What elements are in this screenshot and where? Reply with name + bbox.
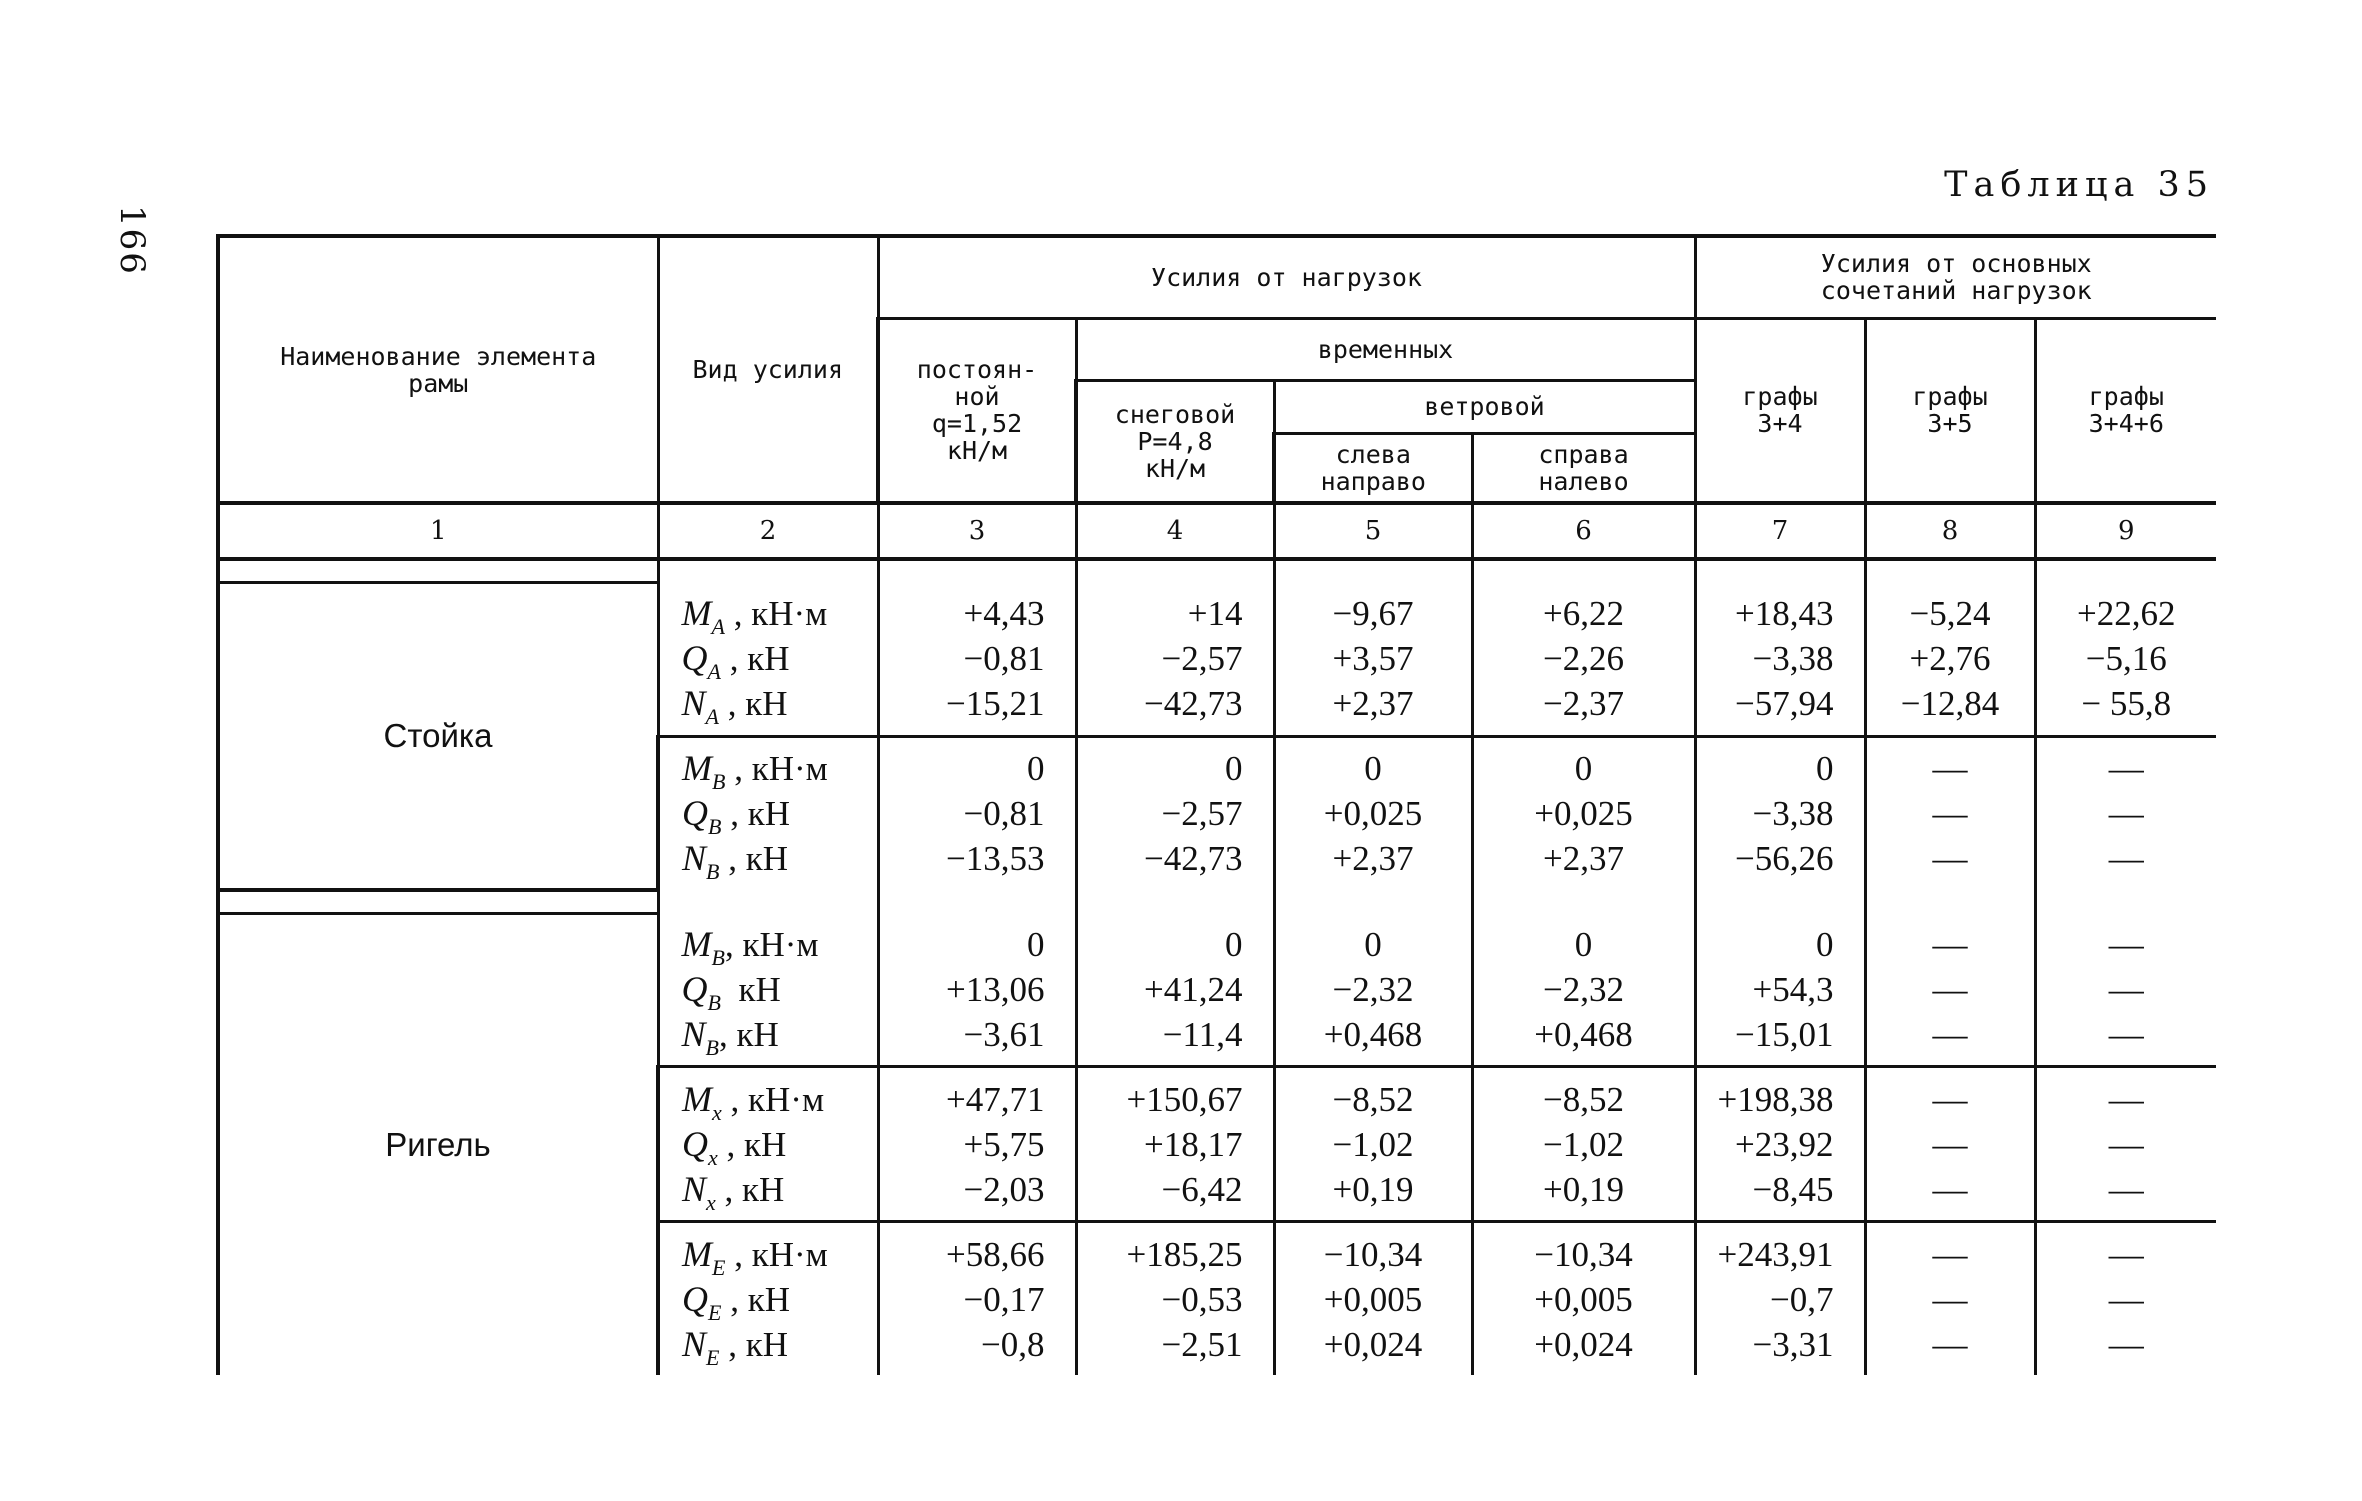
force-label (681, 636, 790, 684)
force-subscript: x (706, 1189, 716, 1215)
force-label (682, 836, 788, 884)
force-value: +0,005 (1534, 1279, 1633, 1319)
value-cell-col-8 (1865, 913, 2035, 1067)
force-value: −11,4 (1162, 1014, 1243, 1054)
group-separator (218, 559, 2216, 583)
table-title: Таблица 35 (1944, 165, 2214, 205)
force-symbol: N (682, 838, 707, 878)
force-symbol: M (682, 1078, 712, 1119)
force-value: −57,94 (1735, 684, 1834, 723)
force-value: 0 (1225, 749, 1243, 788)
force-label (682, 1277, 790, 1325)
force-label (682, 1077, 825, 1125)
value-cell-col-3 (878, 1067, 1076, 1222)
force-label (682, 1167, 785, 1215)
force-value: −8,52 (1332, 1079, 1414, 1119)
header-permanent-load: постоян-ной q=1,52 кН/м (878, 318, 1076, 503)
header-wind-load: ветровой (1274, 380, 1695, 433)
force-value: 0 (1364, 924, 1382, 964)
force-value: −3,38 (1752, 794, 1834, 833)
force-unit: , кН·м (725, 749, 828, 788)
force-label (682, 1122, 787, 1170)
force-value: −0,7 (1770, 1279, 1834, 1319)
force-symbol: M (681, 923, 712, 964)
page-number: 166 (112, 205, 152, 276)
header-wind-left-to-right: слева направо (1274, 433, 1472, 503)
empty-dash: — (1932, 969, 1968, 1009)
force-value: −42,73 (1144, 839, 1243, 878)
force-value: −2,57 (1161, 794, 1243, 833)
force-label (682, 791, 790, 839)
column-number: 9 (2035, 503, 2216, 559)
force-value: +13,06 (946, 969, 1045, 1009)
value-cell-col-6 (1472, 1222, 1695, 1376)
empty-dash: — (2108, 1014, 2144, 1054)
force-symbol: N (682, 1168, 707, 1209)
table-header (218, 236, 2216, 559)
force-value: +150,67 (1126, 1079, 1243, 1119)
force-unit: , кН (719, 1324, 788, 1364)
force-value: 0 (1816, 749, 1834, 788)
force-label (681, 681, 788, 729)
force-subscript: B (708, 814, 722, 839)
force-value: −2,32 (1543, 969, 1624, 1009)
force-value: +185,25 (1126, 1234, 1243, 1274)
empty-dash: — (1932, 749, 1968, 788)
force-value: −8,45 (1752, 1169, 1834, 1209)
value-cell-col-7 (1695, 1067, 1865, 1222)
force-value: −0,8 (981, 1324, 1045, 1364)
value-cell-col-4 (1076, 1067, 1274, 1222)
force-value: +41,24 (1144, 969, 1243, 1009)
value-cell-col-3 (878, 736, 1076, 890)
force-symbol: N (681, 1013, 706, 1054)
force-value: +18,17 (1144, 1124, 1243, 1164)
header-force-type: Вид усилия (658, 236, 878, 503)
force-block-row (218, 913, 2216, 1067)
empty-dash: — (2108, 1169, 2144, 1209)
force-value: 0 (1816, 924, 1834, 964)
force-value: −15,01 (1735, 1014, 1834, 1054)
force-subscript: A (707, 659, 721, 684)
force-labels-cell (658, 1222, 878, 1376)
value-cell-col-9 (2035, 583, 2216, 737)
header-snow-load: снеговой P=4,8 кН/м (1076, 380, 1274, 503)
force-subscript: A (711, 614, 725, 639)
column-number: 1 (218, 503, 658, 559)
force-subscript: B (706, 859, 720, 884)
value-cell-col-4 (1076, 913, 1274, 1067)
force-value: +0,005 (1323, 1279, 1423, 1319)
force-value: +4,43 (963, 594, 1045, 633)
force-label (681, 591, 828, 639)
value-cell-col-7 (1695, 1222, 1865, 1376)
header-from-combos: Усилия от основных сочетаний нагрузок (1695, 236, 2216, 318)
force-value: +0,025 (1534, 794, 1633, 833)
force-value: −5,16 (2085, 639, 2167, 678)
force-symbol: M (682, 1233, 712, 1274)
force-unit: , кН (719, 839, 788, 878)
table-body (218, 559, 2216, 1375)
force-unit: , кН (720, 639, 790, 678)
value-cell-col-8 (1865, 1222, 2035, 1376)
force-labels-cell (658, 736, 878, 890)
force-value: +0,19 (1543, 1169, 1624, 1209)
force-value: −3,31 (1752, 1324, 1834, 1364)
force-value: +198,38 (1717, 1079, 1834, 1119)
empty-dash: — (2108, 969, 2144, 1009)
force-value: +2,37 (1332, 839, 1414, 878)
force-labels-cell (658, 583, 878, 737)
value-cell-col-4 (1076, 583, 1274, 737)
value-cell-col-9 (2035, 1222, 2216, 1376)
force-value: −2,03 (963, 1169, 1045, 1209)
header-combo-3-5: графы 3+5 (1865, 318, 2035, 503)
empty-dash: — (2108, 839, 2144, 878)
force-subscript: x (712, 1099, 722, 1125)
force-symbol: N (681, 683, 706, 723)
value-cell-col-3 (878, 1222, 1076, 1376)
value-cell-col-9 (2035, 736, 2216, 890)
column-number: 7 (1695, 503, 1865, 559)
empty-dash: — (1932, 1079, 1968, 1119)
force-value: −2,26 (1543, 639, 1624, 678)
value-cell-col-7 (1695, 583, 1865, 737)
force-value: +22,62 (2077, 594, 2176, 633)
force-labels-cell (658, 1067, 878, 1222)
force-value: −1,02 (1332, 1124, 1414, 1164)
force-label (681, 922, 819, 970)
force-unit: , кН·м (724, 924, 819, 964)
empty-dash: — (2108, 794, 2144, 833)
force-value: −10,34 (1323, 1234, 1423, 1274)
empty-dash: — (1932, 1234, 1968, 1274)
force-subscript: B (707, 989, 721, 1015)
header-combo-3-4: графы 3+4 (1695, 318, 1865, 503)
value-cell-col-6 (1472, 736, 1695, 890)
force-unit: кН (720, 969, 781, 1009)
force-subscript: A (705, 704, 719, 729)
value-cell-col-4 (1076, 736, 1274, 890)
force-value: +0,19 (1332, 1169, 1414, 1209)
force-symbol: Q (682, 1278, 708, 1319)
force-symbol: N (682, 1323, 707, 1364)
force-value: −3,38 (1752, 639, 1834, 678)
force-label (681, 967, 781, 1015)
force-block-row (218, 583, 2216, 737)
force-value: −2,37 (1543, 684, 1624, 723)
force-unit: , кН (721, 794, 790, 833)
force-unit: , кН·м (725, 1234, 828, 1274)
force-value: +2,76 (1909, 639, 1991, 678)
force-value: +0,024 (1323, 1324, 1423, 1364)
force-subscript: E (712, 1254, 726, 1280)
forces-table (216, 234, 2216, 1375)
value-cell-col-5 (1274, 1067, 1472, 1222)
force-value: +14 (1187, 594, 1243, 633)
force-subscript: B (705, 1034, 719, 1060)
value-cell-col-4 (1076, 1222, 1274, 1376)
value-cell-col-9 (2035, 1067, 2216, 1222)
force-value: −8,52 (1543, 1079, 1624, 1119)
header-element-name: Наименование элемента рамы (218, 236, 658, 503)
empty-dash: — (1932, 1014, 1968, 1054)
empty-dash: — (1932, 1324, 1968, 1364)
force-value: 0 (1364, 749, 1382, 788)
force-value: −6,42 (1161, 1169, 1243, 1209)
force-value: +2,37 (1543, 839, 1624, 878)
empty-dash: — (1932, 1124, 1968, 1164)
force-value: +2,37 (1332, 684, 1414, 723)
force-value: −2,51 (1161, 1324, 1243, 1364)
force-value: +3,57 (1332, 639, 1414, 678)
force-value: −2,32 (1332, 969, 1414, 1009)
column-number-row (218, 503, 2216, 559)
empty-dash: — (2108, 1234, 2144, 1274)
value-cell-col-5 (1274, 736, 1472, 890)
column-number: 3 (878, 503, 1076, 559)
force-value: −0,81 (963, 794, 1045, 833)
empty-dash: — (1932, 924, 1968, 964)
force-unit: , кН (721, 1279, 790, 1319)
force-value: +0,025 (1323, 794, 1423, 833)
force-label (681, 1012, 779, 1060)
force-value: −56,26 (1735, 839, 1834, 878)
header-from-loads: Усилия от нагрузок (878, 236, 1695, 318)
frame-element-name: Стойка (218, 583, 658, 890)
header-temporary-loads: временных (1076, 318, 1695, 380)
force-value: +18,43 (1735, 594, 1834, 633)
value-cell-col-5 (1274, 583, 1472, 737)
empty-dash: — (2108, 1279, 2144, 1319)
value-cell-col-9 (2035, 913, 2216, 1067)
value-cell-col-7 (1695, 913, 1865, 1067)
empty-dash: — (2108, 1124, 2144, 1164)
force-value: −10,34 (1534, 1234, 1633, 1274)
force-value: +0,024 (1534, 1324, 1633, 1364)
force-value: +47,71 (946, 1079, 1045, 1119)
force-value: −0,53 (1161, 1279, 1243, 1319)
empty-dash: — (2108, 924, 2144, 964)
value-cell-col-7 (1695, 736, 1865, 890)
value-cell-col-6 (1472, 913, 1695, 1067)
force-unit: , кН (718, 1014, 779, 1054)
force-value: +243,91 (1717, 1234, 1834, 1274)
value-cell-col-5 (1274, 1222, 1472, 1376)
frame-element-name: Ригель (218, 913, 658, 1375)
force-value: −2,57 (1161, 639, 1243, 678)
force-value: −5,24 (1909, 594, 1991, 633)
empty-dash: — (2108, 1079, 2144, 1119)
value-cell-col-8 (1865, 1067, 2035, 1222)
force-symbol: M (681, 593, 712, 633)
force-unit: , кН·м (721, 1079, 825, 1119)
value-cell-col-3 (878, 583, 1076, 737)
force-unit: , кН·м (724, 594, 828, 633)
force-value: −0,17 (963, 1279, 1045, 1319)
column-number: 8 (1865, 503, 2035, 559)
column-number: 4 (1076, 503, 1274, 559)
force-label (682, 1322, 788, 1370)
force-symbol: Q (681, 638, 708, 678)
force-value: +6,22 (1543, 594, 1624, 633)
force-value: −1,02 (1543, 1124, 1624, 1164)
force-symbol: Q (682, 793, 708, 833)
force-value: +5,75 (963, 1124, 1045, 1164)
empty-dash: — (2108, 1324, 2144, 1364)
value-cell-col-6 (1472, 583, 1695, 737)
force-symbol: M (682, 748, 712, 788)
force-label (682, 1232, 828, 1280)
force-value: −3,61 (963, 1014, 1045, 1054)
empty-dash: — (1932, 839, 1968, 878)
group-separator (218, 890, 2216, 914)
force-label (682, 746, 828, 794)
value-cell-col-5 (1274, 913, 1472, 1067)
force-unit: , кН (717, 1124, 787, 1164)
force-value: 0 (1225, 924, 1243, 964)
column-number: 5 (1274, 503, 1472, 559)
value-cell-col-6 (1472, 1067, 1695, 1222)
empty-dash: — (2108, 749, 2144, 788)
force-value: −42,73 (1144, 684, 1243, 723)
force-subscript: x (708, 1144, 718, 1170)
force-subscript: B (711, 944, 725, 970)
force-value: +0,468 (1534, 1014, 1633, 1054)
empty-dash: — (1932, 794, 1968, 833)
force-value: 0 (1027, 924, 1045, 964)
force-labels-cell (658, 913, 878, 1067)
header-combo-3-4-6: графы 3+4+6 (2035, 318, 2216, 503)
force-value: 0 (1574, 924, 1593, 964)
force-unit: , кН (718, 684, 788, 723)
force-value: −13,53 (946, 839, 1045, 878)
force-value: 0 (1574, 749, 1593, 788)
force-value: −12,84 (1900, 684, 2000, 723)
header-wind-right-to-left: справа налево (1472, 433, 1695, 503)
force-value: +0,468 (1323, 1014, 1423, 1054)
force-value: −9,67 (1332, 594, 1414, 633)
force-value: −0,81 (963, 639, 1045, 678)
force-value: − 55,8 (2081, 684, 2172, 723)
force-value: −15,21 (946, 684, 1045, 723)
column-number: 2 (658, 503, 878, 559)
value-cell-col-8 (1865, 583, 2035, 737)
force-subscript: B (712, 769, 726, 794)
value-cell-col-8 (1865, 736, 2035, 890)
force-unit: , кН (715, 1169, 785, 1209)
empty-dash: — (1932, 1169, 1968, 1209)
empty-dash: — (1932, 1279, 1968, 1319)
force-subscript: E (706, 1344, 720, 1370)
force-value: +54,3 (1752, 969, 1834, 1009)
column-number: 6 (1472, 503, 1695, 559)
force-value: 0 (1027, 749, 1045, 788)
force-value: +23,92 (1735, 1124, 1834, 1164)
force-symbol: Q (682, 1123, 708, 1164)
force-symbol: Q (681, 968, 708, 1009)
value-cell-col-3 (878, 913, 1076, 1067)
force-value: +58,66 (946, 1234, 1045, 1274)
force-subscript: E (708, 1299, 722, 1325)
